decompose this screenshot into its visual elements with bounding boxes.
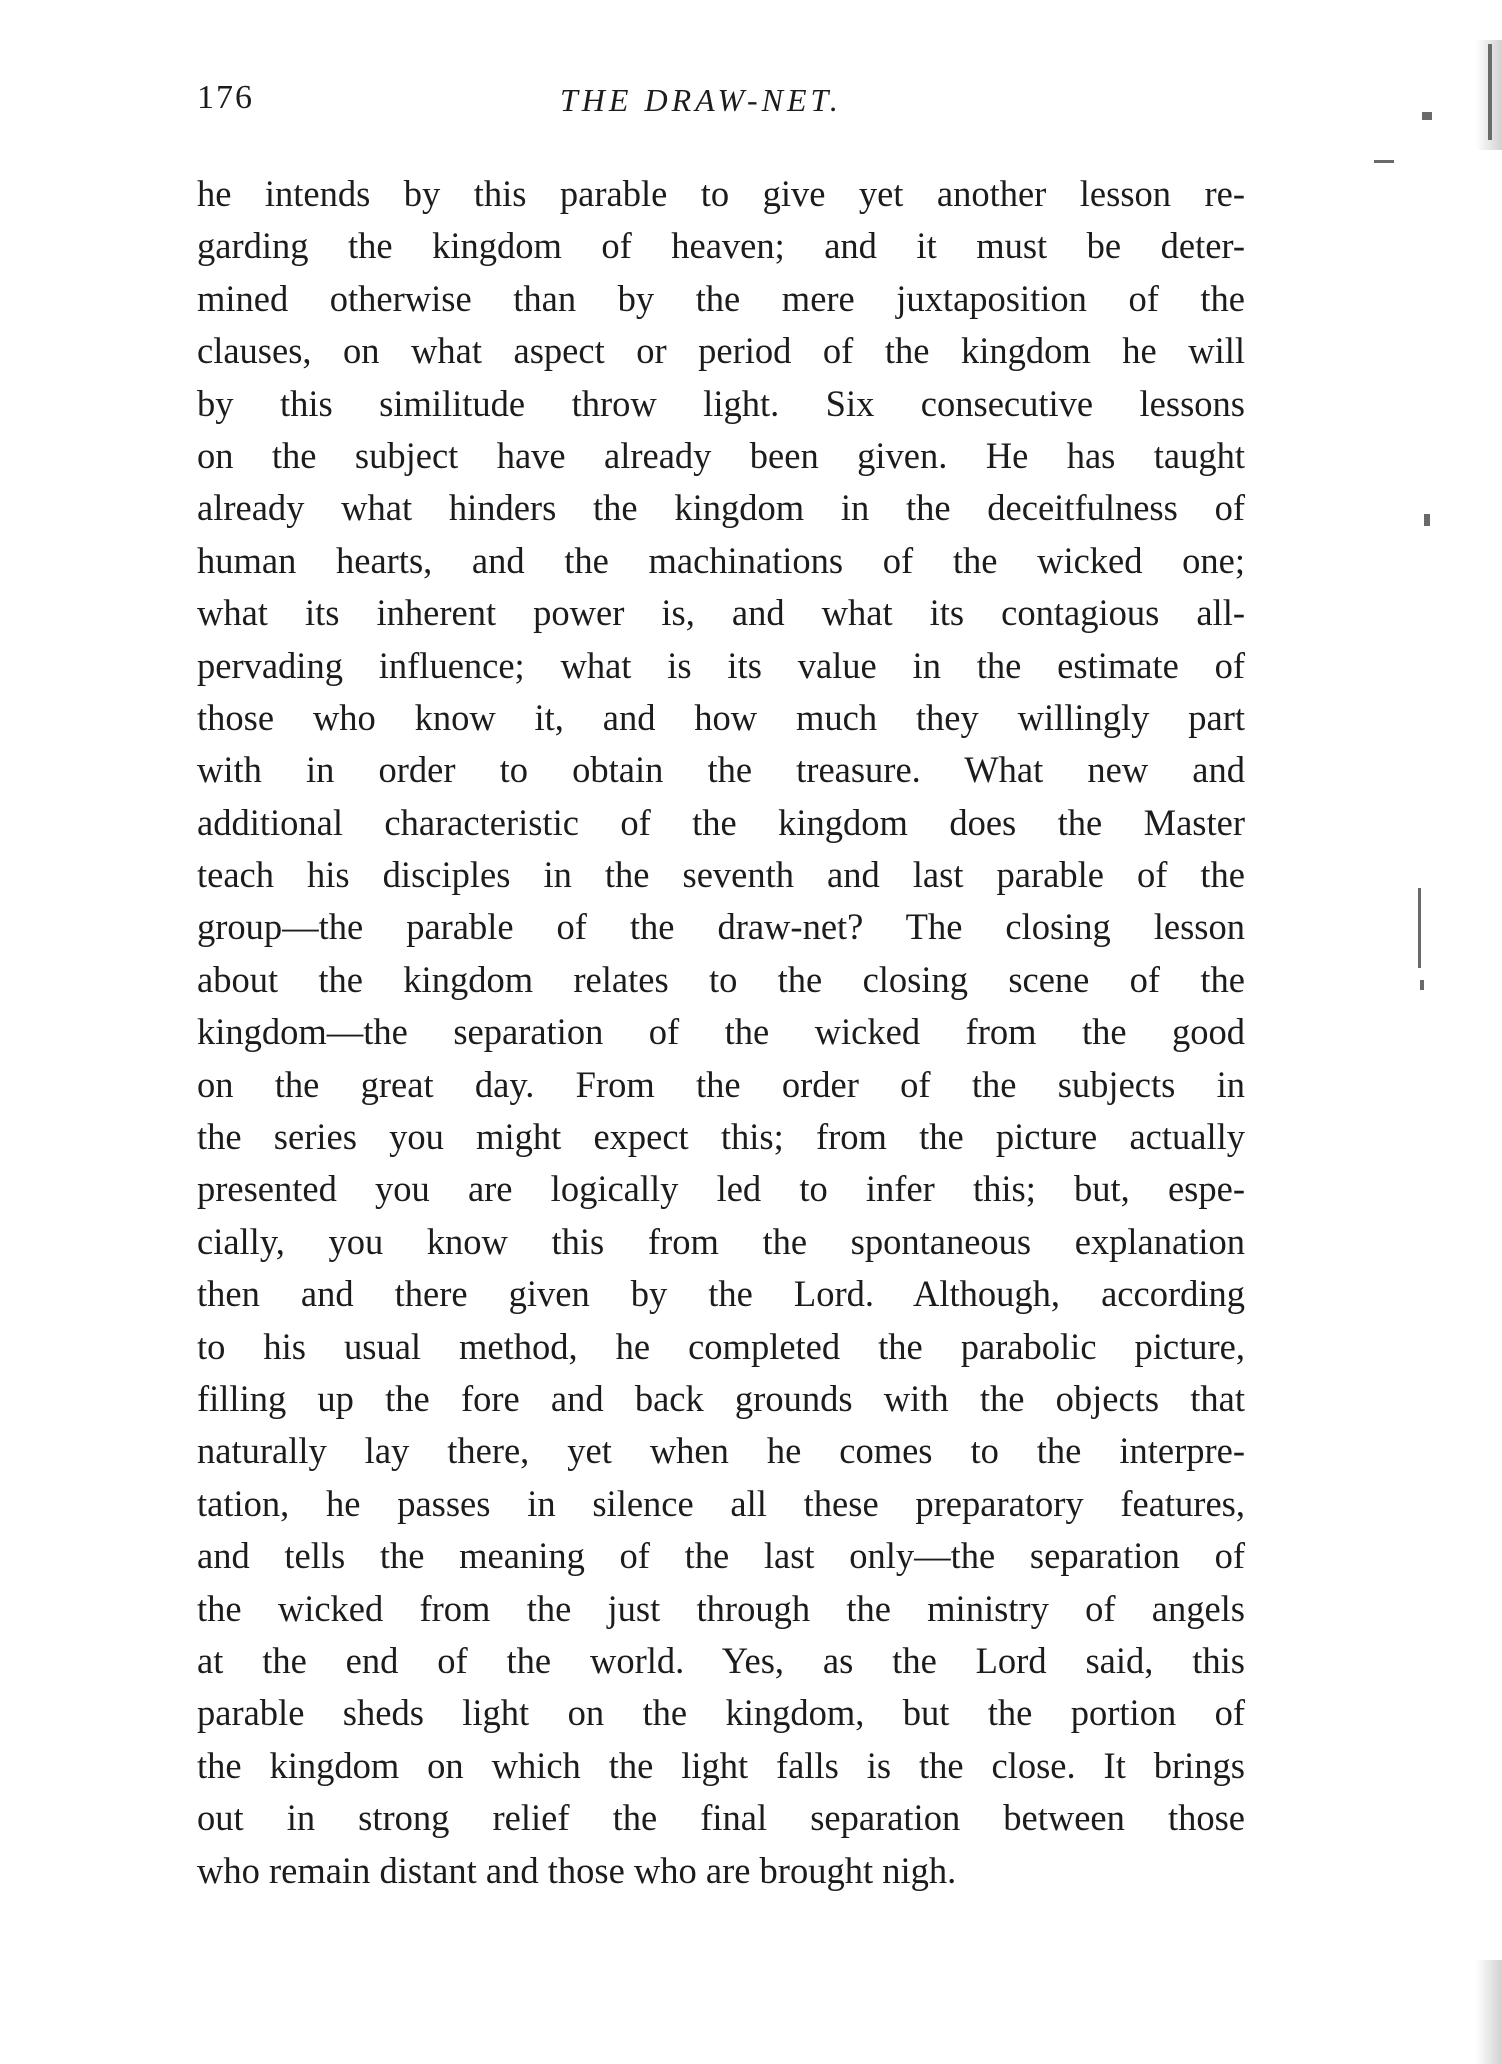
text-line: the wicked from the just through the ministry of angels — [197, 1587, 1245, 1629]
running-title: THE DRAW-NET. — [560, 82, 842, 118]
text-line: who remain distant and those who are brought nigh. — [197, 1849, 957, 1891]
text-line: naturally lay there, yet when he comes to the interpre- — [197, 1430, 1245, 1472]
text-line: teach his disciples in the seventh and last parable of the — [197, 854, 1245, 896]
body-paragraph — [197, 168, 1245, 1897]
text-line: pervading influence; what is its value in the estimate of — [197, 644, 1245, 686]
scan-artifact-mark — [1420, 980, 1424, 990]
text-line: the series you might expect this; from the picture actually — [197, 1116, 1245, 1158]
text-line: those who know it, and how much they willingly part — [197, 696, 1245, 738]
scan-artifact-mark — [1424, 514, 1430, 526]
text-line: to his usual method, he completed the parabolic picture, — [197, 1325, 1245, 1367]
text-line: with in order to obtain the treasure. What new and — [197, 749, 1245, 791]
text-line: human hearts, and the machinations of the wicked one; — [197, 539, 1245, 581]
text-line: at the end of the world. Yes, as the Lord said, this — [197, 1639, 1245, 1681]
text-line: out in strong relief the final separation between those — [197, 1797, 1245, 1839]
text-line: and tells the meaning of the last only—the separation of — [197, 1535, 1245, 1577]
text-line: the kingdom on which the light falls is the close. It brings — [197, 1744, 1245, 1786]
scan-artifact-mark — [1374, 160, 1394, 163]
page-number: 176 — [197, 79, 254, 116]
scan-artifact-mark — [1418, 888, 1421, 968]
text-line: parable sheds light on the kingdom, but the portion of — [197, 1692, 1245, 1734]
text-line: kingdom—the separation of the wicked from the good — [197, 1011, 1245, 1053]
text-line: then and there given by the Lord. Although, according — [197, 1273, 1245, 1315]
text-line: group—the parable of the draw-net? The closing lesson — [197, 906, 1245, 948]
text-line: already what hinders the kingdom in the deceitfulness of — [197, 487, 1245, 529]
text-line: garding the kingdom of heaven; and it must be deter- — [197, 225, 1245, 267]
text-line: on the great day. From the order of the subjects in — [197, 1063, 1245, 1105]
text-line: on the subject have already been given. He has taught — [197, 434, 1245, 476]
scan-artifact-mark — [1422, 112, 1432, 120]
text-line: he intends by this parable to give yet another lesson re- — [197, 173, 1245, 214]
scan-artifact-mark — [1488, 44, 1492, 140]
text-line: clauses, on what aspect or period of the kingdom he will — [197, 330, 1245, 372]
text-line: additional characteristic of the kingdom does the Master — [197, 801, 1245, 843]
text-line: by this similitude throw light. Six consecutive lessons — [197, 382, 1245, 424]
text-line: about the kingdom relates to the closing scene of the — [197, 958, 1245, 1000]
text-line: what its inherent power is, and what its contagious all- — [197, 592, 1245, 634]
text-line: mined otherwise than by the mere juxtaposition of the — [197, 277, 1245, 319]
scan-edge-shadow — [1476, 1960, 1502, 2064]
text-line: cially, you know this from the spontaneous explanation — [197, 1220, 1245, 1262]
text-line: filling up the fore and back grounds with the objects that — [197, 1377, 1245, 1419]
text-line: presented you are logically led to infer this; but, espe- — [197, 1168, 1245, 1210]
text-line: tation, he passes in silence all these preparatory features, — [197, 1482, 1245, 1524]
